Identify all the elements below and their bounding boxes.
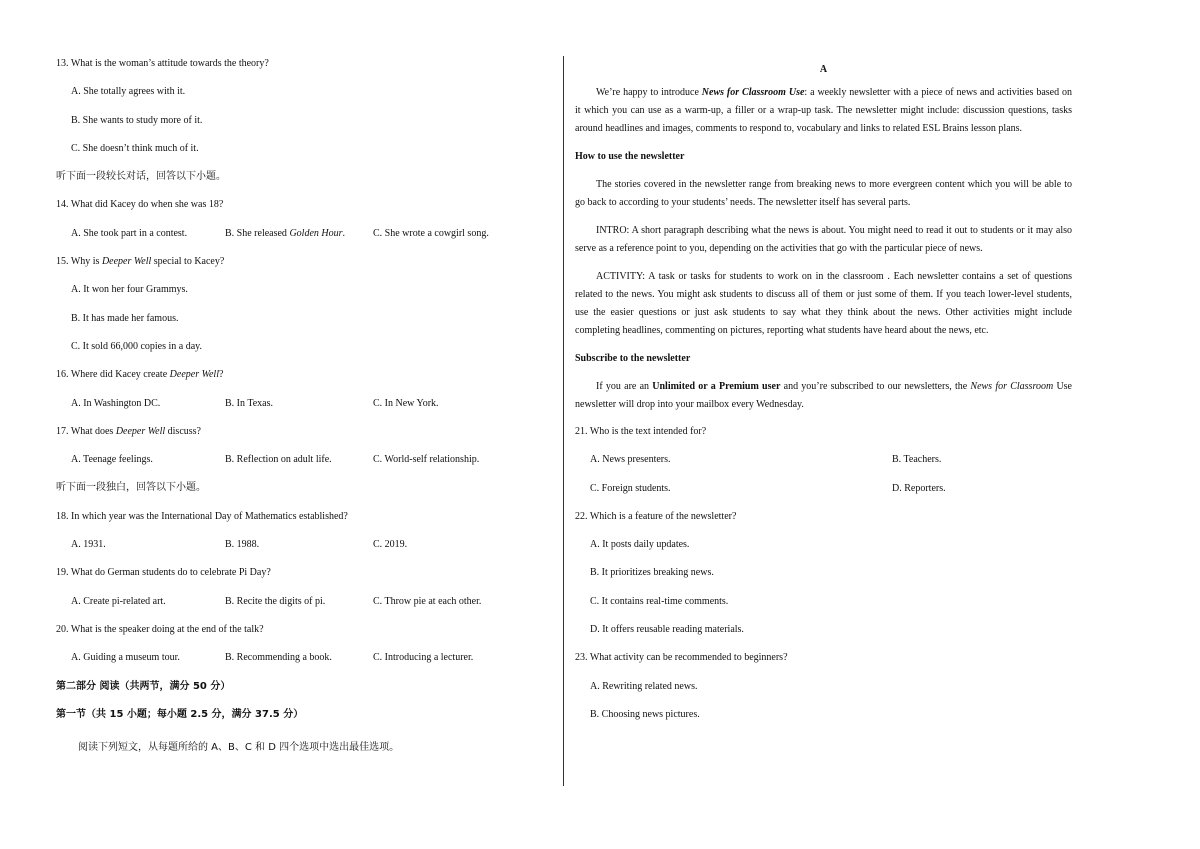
reading-instruction: 阅读下列短文，从每题所给的 A、B、C 和 D 四个选项中选出最佳选项。 bbox=[78, 741, 400, 753]
q18-option-b: B. 1988. bbox=[225, 539, 260, 551]
passage-paragraph-1: We’re happy to introduce News for Classroom Use: a weekly newsletter with a piece of news and activities based on it which you can use as a warm-up, a filler or a wrap-up task. The newsletter might include: discussion questions, tasks around headlines and images, comments to respond to, vocabulary and links to related ESL Brains lesson plans. bbox=[575, 87, 1073, 134]
q18-option-a: A. 1931. bbox=[71, 539, 106, 551]
q17-option-a: A. Teenage feelings. bbox=[71, 454, 153, 466]
q23-option-b: B. Choosing news pictures. bbox=[590, 708, 700, 720]
passage-paragraph-5: If you are an Unlimited or a Premium user and you’re subscribed to our newsletters, the News for Classroom Use newsletter will drop into your mailbox every Wednesday. bbox=[575, 381, 1072, 410]
q22-option-b: B. It prioritizes breaking news. bbox=[590, 567, 714, 579]
passage-paragraph-2: The stories covered in the newsletter range from breaking news to more evergreen content which you will be able to go back to according to your students’ needs. The newsletter itself has several parts. bbox=[575, 179, 1072, 208]
q22-option-a: A. It posts daily updates. bbox=[590, 539, 690, 551]
q16-option-c: C. In New York. bbox=[373, 397, 439, 409]
q16-option-b: B. In Texas. bbox=[225, 397, 273, 409]
q19-options bbox=[56, 594, 546, 622]
q14-option-a: A. She took part in a contest. bbox=[71, 227, 188, 239]
q14-options bbox=[56, 226, 546, 254]
q15-option-a: A. It won her four Grammys. bbox=[71, 284, 188, 296]
q21-option-a: A. News presenters. bbox=[590, 454, 671, 466]
q21-option-c: C. Foreign students. bbox=[590, 482, 671, 494]
right-column bbox=[575, 62, 1072, 735]
listening-instruction-1: 听下面一段较长对话，回答以下小题。 bbox=[56, 171, 226, 183]
q20-option-c: C. Introducing a lecturer. bbox=[373, 652, 474, 664]
q19-option-c: C. Throw pie at each other. bbox=[373, 595, 482, 607]
q17-options bbox=[56, 452, 546, 480]
q16-option-a: A. In Washington DC. bbox=[71, 397, 161, 409]
passage-paragraph-4: ACTIVITY: A task or tasks for students to work on in the classroom . Each newsletter contains a set of questions related to the news. You might ask students to discuss all of them or just some of them. If you teach lower-level students, use the easier questions or just ask students to say what they think about the news. Other activities might include completing headlines, commenting on pictures, reporting what students have heard about the news, etc. bbox=[575, 271, 1072, 336]
q15-option-c: C. It sold 66,000 copies in a day. bbox=[71, 340, 203, 352]
question-17: 17. What does Deeper Well discuss? bbox=[56, 425, 201, 437]
section-one-heading: 第一节（共 15 小题；每小题 2.5 分，满分 37.5 分） bbox=[56, 708, 304, 720]
question-23: 23. What activity can be recommended to beginners? bbox=[575, 652, 788, 664]
question-16: 16. Where did Kacey create Deeper Well? bbox=[56, 369, 224, 381]
q19-option-b: B. Recite the digits of pi. bbox=[225, 595, 326, 607]
q13-option-c: C. She doesn’t think much of it. bbox=[71, 142, 199, 154]
q21-options-row-2 bbox=[575, 481, 1072, 509]
q20-options bbox=[56, 650, 546, 678]
part-two-heading: 第二部分 阅读（共两节，满分 50 分） bbox=[56, 680, 231, 692]
q19-option-a: A. Create pi-related art. bbox=[71, 595, 166, 607]
q15-option-b: B. It has made her famous. bbox=[71, 312, 179, 324]
q18-options bbox=[56, 537, 546, 565]
passage-heading: A bbox=[819, 64, 828, 75]
question-22: 22. Which is a feature of the newsletter? bbox=[575, 510, 737, 522]
question-14: 14. What did Kacey do when she was 18? bbox=[56, 199, 224, 211]
q17-option-b: B. Reflection on adult life. bbox=[225, 454, 332, 466]
subheading-subscribe: Subscribe to the newsletter bbox=[575, 353, 691, 364]
q21-option-d: D. Reporters. bbox=[892, 482, 946, 494]
question-13: 13. What is the woman’s attitude towards the theory? bbox=[56, 58, 269, 69]
q13-option-b: B. She wants to study more of it. bbox=[71, 114, 203, 126]
column-divider bbox=[563, 56, 564, 786]
question-18: 18. In which year was the International Day of Mathematics established? bbox=[56, 510, 348, 522]
subheading-how-to-use: How to use the newsletter bbox=[575, 151, 685, 162]
q16-options bbox=[56, 396, 546, 424]
left-column bbox=[56, 56, 546, 768]
q20-option-b: B. Recommending a book. bbox=[225, 652, 332, 664]
question-19: 19. What do German students do to celebrate Pi Day? bbox=[56, 567, 271, 579]
q14-option-c: C. She wrote a cowgirl song. bbox=[373, 227, 489, 239]
question-15: 15. Why is Deeper Well special to Kacey? bbox=[56, 256, 225, 268]
q14-option-b: B. She released Golden Hour. bbox=[225, 227, 345, 239]
q22-option-c: C. It contains real-time comments. bbox=[590, 595, 729, 607]
q20-option-a: A. Guiding a museum tour. bbox=[71, 652, 180, 664]
q23-option-a: A. Rewriting related news. bbox=[590, 680, 698, 692]
q21-options-row-1 bbox=[575, 452, 1072, 480]
q17-option-c: C. World-self relationship. bbox=[373, 454, 480, 466]
q18-option-c: C. 2019. bbox=[373, 539, 408, 551]
question-20: 20. What is the speaker doing at the end of the talk? bbox=[56, 623, 264, 635]
listening-instruction-2: 听下面一段独白，回答以下小题。 bbox=[56, 482, 206, 494]
q21-option-b: B. Teachers. bbox=[892, 454, 942, 466]
passage-paragraph-3: INTRO: A short paragraph describing what the news is about. You might need to read it out to students or it may also serve as a reference point to you, depending on the activities that go with the particular piece of news. bbox=[575, 225, 1072, 254]
question-21: 21. Who is the text intended for? bbox=[575, 426, 707, 437]
q13-option-a: A. She totally agrees with it. bbox=[71, 86, 186, 98]
q22-option-d: D. It offers reusable reading materials. bbox=[590, 624, 744, 636]
